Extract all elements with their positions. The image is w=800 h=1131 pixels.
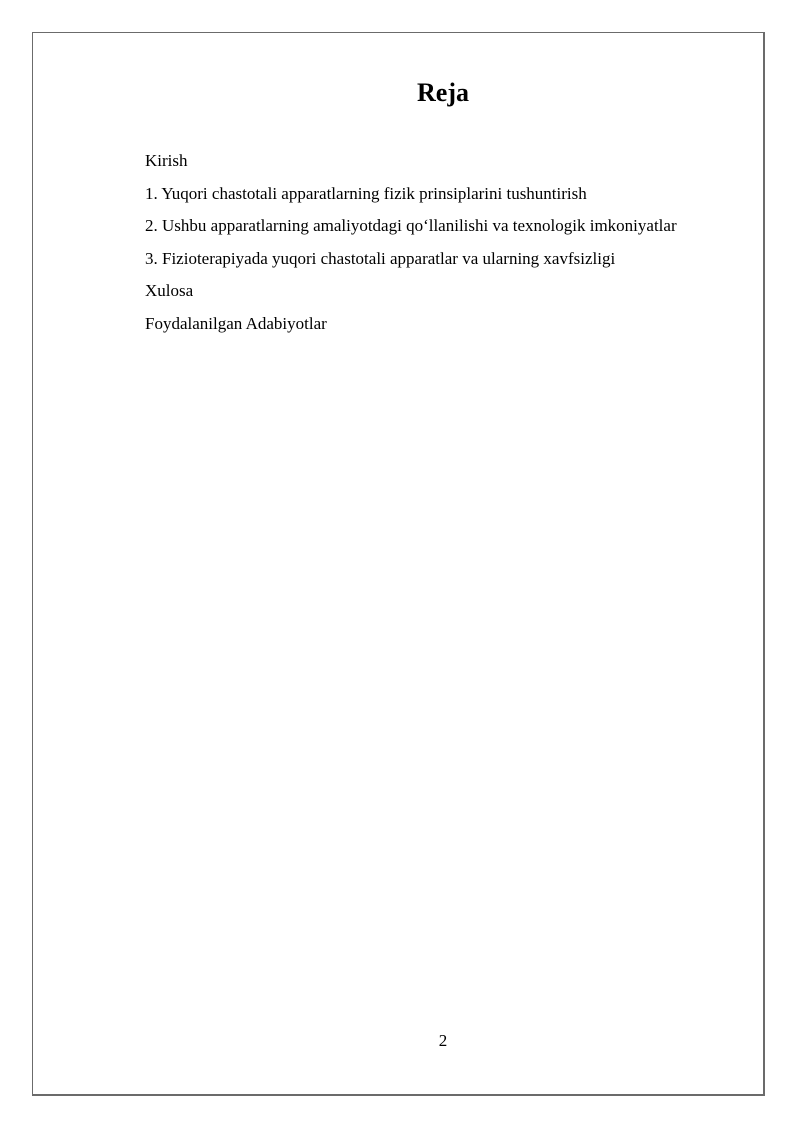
toc-item-chapter-3: 3. Fizioterapiyada yuqori chastotali apparatlar va ularning xavfsizligi (145, 248, 616, 268)
toc-item-chapter-1: 1. Yuqori chastotali apparatlarning fizik prinsiplarini tushuntirish (145, 183, 587, 203)
toc-item-references: Foydalanilgan Adabiyotlar (145, 313, 327, 333)
toc-item-conclusion: Xulosa (145, 281, 194, 301)
toc-item-chapter-2: 2. Ushbu apparatlarning amaliyotdagi qo‘llanilishi va texnologik imkoniyatlar (145, 216, 677, 236)
table-of-contents (145, 145, 677, 341)
toc-item-introduction: Kirish (145, 151, 188, 170)
page-title: Reja (417, 78, 469, 107)
page-number: 2 (438, 1031, 448, 1050)
